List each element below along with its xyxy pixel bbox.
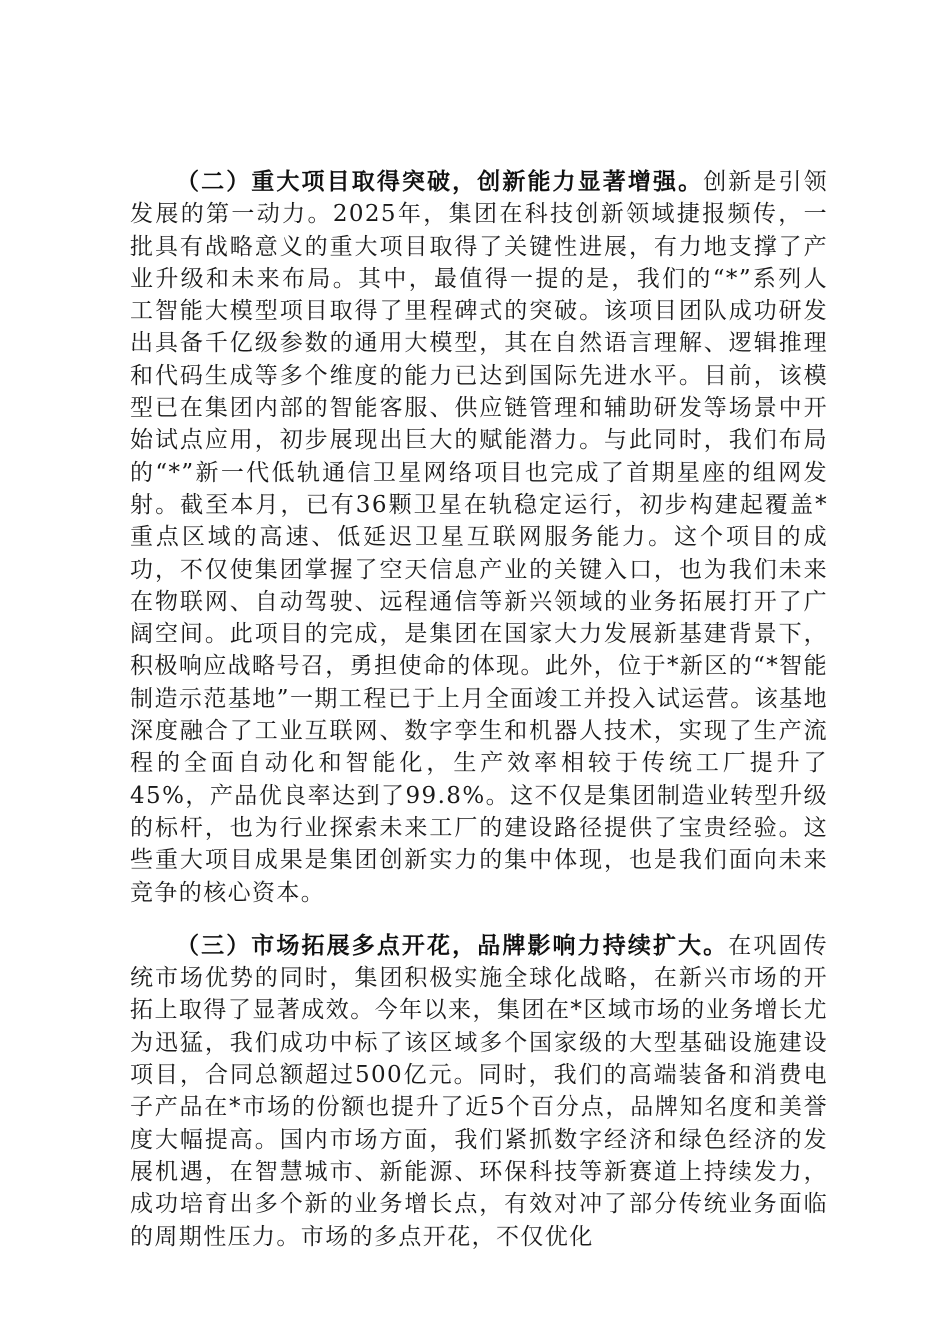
paragraph-innovation (130, 166, 828, 909)
document-body (130, 166, 828, 1253)
paragraph-market (130, 930, 828, 1253)
paragraph-innovation-text: 创新是引领发展的第一动力。2025年，集团在科技创新领域捷报频传，一批具有战略意义的重大项目取得了关键性进展，有力地支撑了产业升级和未来布局。其中，最值得一提的是，我们的“*”系列人工智能大模型项目取得了里程碑式的突破。该项目团队成功研发出具备千亿级参数的通用大模型，其在自然语言理解、逻辑推理和代码生成等多个维度的能力已达到国际先进水平。目前，该模型已在集团内部的智能客服、供应链管理和辅助研发等场景中开始试点应用，初步展现出巨大的赋能潜力。与此同时，我们布局的“*”新一代低轨通信卫星网络项目也完成了首期星座的组网发射。截至本月，已有36颗卫星在轨稳定运行，初步构建起覆盖*重点区域的高速、低延迟卫星互联网服务能力。这个项目的成功，不仅使集团掌握了空天信息产业的关键入口，也为我们未来在物联网、自动驾驶、远程通信等新兴领域的业务拓展打开了广阔空间。此项目的完成，是集团在国家大力发展新基建背景下，积极响应战略号召，勇担使命的体现。此外，位于*新区的“*智能制造示范基地”一期工程已于上月全面竣工并投入试运营。该基地深度融合了工业互联网、数字孪生和机器人技术，实现了生产流程的全面自动化和智能化，生产效率相较于传统工厂提升了45%，产品优良率达到了99.8%。这不仅是集团制造业转型升级的标杆，也为行业探索未来工厂的建设路径提供了宝贵经验。这些重大项目成果是集团创新实力的集中体现，也是我们面向未来竞争的核心资本。 (130, 169, 829, 906)
section-heading-innovation: （二）重大项目取得突破，创新能力显著增强。 (176, 168, 704, 195)
section-heading-market: （三）市场拓展多点开花，品牌影响力持续扩大。 (176, 931, 729, 959)
paragraph-market-text: 在巩固传统市场优势的同时，集团积极实施全球化战略，在新兴市场的开拓上取得了显著成效。今年以来，集团在*区域市场的业务增长尤为迅猛，我们成功中标了该区域多个国家级的大型基础设施建设项目，合同总额超过500亿元。同时，我们的高端装备和消费电子产品在*市场的份额也提升了近5个百分点，品牌知名度和美誉度大幅提高。国内市场方面，我们紧抓数字经济和绿色经济的发展机遇，在智慧城市、新能源、环保科技等新赛道上持续发力，成功培育出多个新的业务增长点，有效对冲了部分传统业务面临的周期性压力。市场的多点开花，不仅优化 (130, 932, 828, 1250)
